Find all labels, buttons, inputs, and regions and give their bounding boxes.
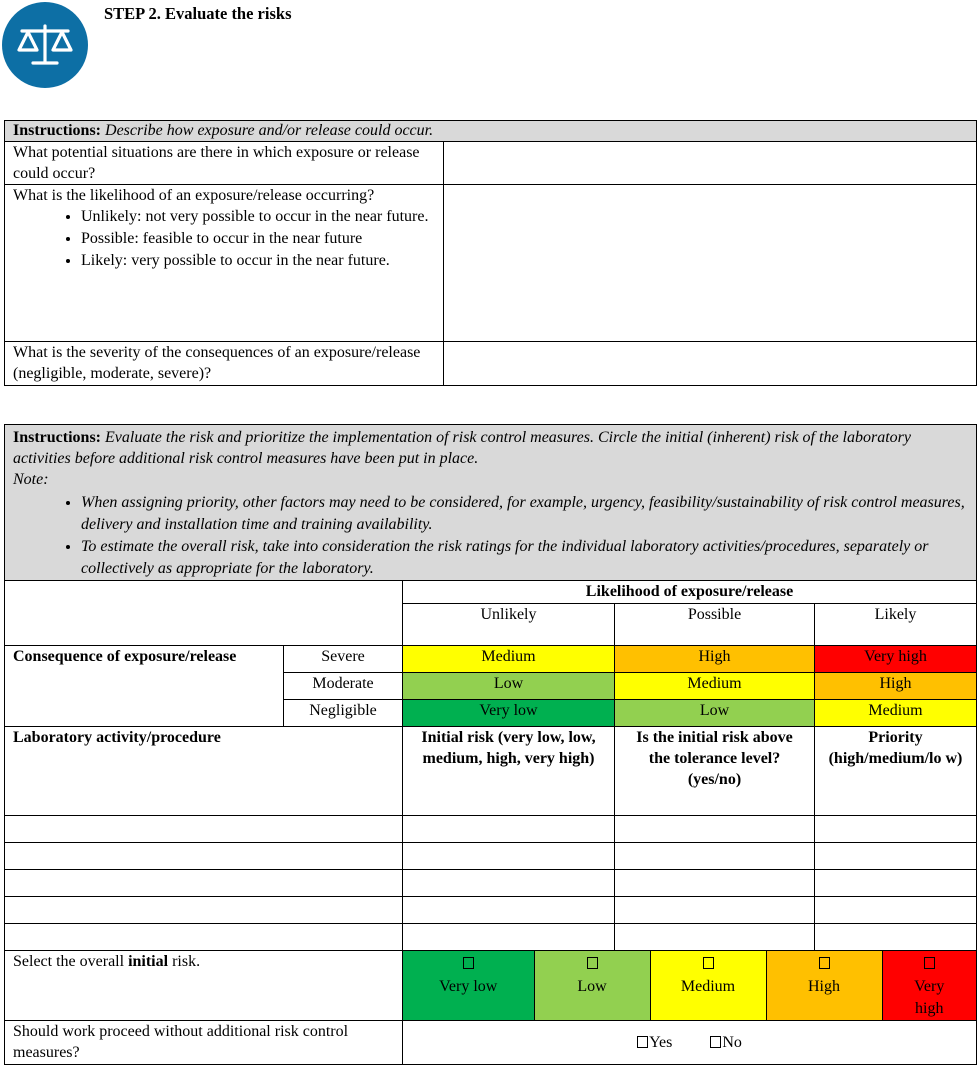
checkbox-icon[interactable] xyxy=(463,957,474,969)
overall-option-high[interactable]: High xyxy=(766,951,882,1020)
likelihood-bullet: • Unlikely: not very possible to occur in the near future. xyxy=(81,206,435,228)
checkbox-icon[interactable] xyxy=(710,1036,721,1048)
risk-instructions: Instructions: Evaluate the risk and prioritize the implementation of risk control measures. Circle the initial (inherent) risk of the laboratory activities before additional risk control measures have been put in place. Note: • When assigning priority, other factors may need to be considered, for example, urgency, feasibility/sustainability of risk control measures, delivery and installation time and training availability. • To estimate the overall risk, take into consideration the risk ratings for the individual laboratory activities/procedures, separately or collectively as appropriate for the laboratory. xyxy=(5,425,977,581)
checkbox-icon[interactable] xyxy=(587,957,598,969)
likelihood-header: Likelihood of exposure/release xyxy=(403,581,977,604)
priority-cell[interactable] xyxy=(815,924,977,951)
likelihood-bullet: • Possible: feasible to occur in the near future xyxy=(81,228,435,250)
tolerance-cell[interactable] xyxy=(615,816,815,843)
likelihood-possible: Possible xyxy=(615,604,815,646)
priority-cell[interactable] xyxy=(815,816,977,843)
matrix-cell: High xyxy=(615,646,815,673)
priority-cell[interactable] xyxy=(815,897,977,924)
tolerance-cell[interactable] xyxy=(615,924,815,951)
tolerance-cell[interactable] xyxy=(615,897,815,924)
overall-risk-options xyxy=(403,951,977,1021)
note-item: To estimate the overall risk, take into consideration the risk ratings for the individual laboratory activities/procedures, separately or collectively as appropriate for the laboratory. xyxy=(81,538,929,577)
exposure-table xyxy=(4,120,977,386)
matrix-cell: Medium xyxy=(403,646,615,673)
priority-cell[interactable] xyxy=(815,870,977,897)
priority-cell[interactable] xyxy=(815,843,977,870)
severity-moderate: Moderate xyxy=(284,673,403,700)
initial-risk-cell[interactable] xyxy=(403,924,615,951)
matrix-cell: Low xyxy=(403,673,615,700)
tolerance-cell[interactable] xyxy=(615,870,815,897)
overall-option-low[interactable]: Low xyxy=(534,951,650,1020)
initial-risk-header: Initial risk (very low, low, medium, high, very high) xyxy=(403,727,615,816)
checkbox-icon[interactable] xyxy=(703,957,714,969)
matrix-corner xyxy=(5,581,403,646)
tolerance-header: Is the initial risk above the tolerance level? (yes/no) xyxy=(615,727,815,816)
answer-situations[interactable] xyxy=(444,142,977,185)
checkbox-icon[interactable] xyxy=(819,957,830,969)
matrix-cell: Very high xyxy=(815,646,977,673)
overall-option-medium[interactable]: Medium xyxy=(650,951,766,1020)
matrix-cell: Low xyxy=(615,700,815,727)
activity-header: Laboratory activity/procedure xyxy=(5,727,403,816)
likelihood-bullet: • Likely: very possible to occur in the near future. xyxy=(81,250,435,272)
step-title: STEP 2. Evaluate the risks xyxy=(104,4,292,23)
initial-risk-cell[interactable] xyxy=(403,870,615,897)
question-severity: What is the severity of the consequences of an exposure/release (negligible, moderate, severe)? xyxy=(5,342,444,386)
activity-cell[interactable] xyxy=(5,897,403,924)
answer-severity[interactable] xyxy=(444,342,977,386)
proceed-question: Should work proceed without additional risk control measures? xyxy=(5,1021,403,1065)
initial-risk-cell[interactable] xyxy=(403,897,615,924)
consequence-label: Consequence of exposure/release xyxy=(5,646,284,727)
note-item: When assigning priority, other factors may need to be considered, for example, urgency, feasibility/sustainability of risk control measures, delivery and installation time and training availability. xyxy=(81,494,965,533)
scales-of-justice-icon xyxy=(2,2,88,88)
exposure-instructions: Instructions: Describe how exposure and/or release could occur. xyxy=(5,121,977,142)
checkbox-icon[interactable] xyxy=(637,1036,648,1048)
likelihood-unlikely: Unlikely xyxy=(403,604,615,646)
question-situations: What potential situations are there in which exposure or release could occur? xyxy=(5,142,444,185)
no-option[interactable]: No xyxy=(710,1034,742,1051)
overall-risk-label: Select the overall initial risk. xyxy=(5,951,403,1021)
activity-cell[interactable] xyxy=(5,816,403,843)
activity-cell[interactable] xyxy=(5,843,403,870)
matrix-cell: Medium xyxy=(815,700,977,727)
likelihood-likely: Likely xyxy=(815,604,977,646)
severity-severe: Severe xyxy=(284,646,403,673)
matrix-cell: Medium xyxy=(615,673,815,700)
overall-option-very-low[interactable]: Very low xyxy=(403,951,534,1020)
matrix-cell: Very low xyxy=(403,700,615,727)
initial-risk-cell[interactable] xyxy=(403,816,615,843)
risk-table xyxy=(4,424,977,1065)
proceed-options xyxy=(403,1021,977,1065)
initial-risk-cell[interactable] xyxy=(403,843,615,870)
answer-likelihood[interactable] xyxy=(444,185,977,342)
logo xyxy=(2,2,88,88)
priority-header: Priority (high/medium/lo w) xyxy=(815,727,977,816)
tolerance-cell[interactable] xyxy=(615,843,815,870)
overall-option-very-high[interactable]: Very high xyxy=(882,951,976,1020)
yes-option[interactable]: Yes xyxy=(637,1034,672,1051)
severity-negligible: Negligible xyxy=(284,700,403,727)
question-likelihood: What is the likelihood of an exposure/release occurring? • Unlikely: not very possible to occur in the near future. • Possible: feasible to occur in the near future • Likely: very possible to occur in the near future. xyxy=(5,185,444,342)
checkbox-icon[interactable] xyxy=(924,957,935,969)
matrix-cell: High xyxy=(815,673,977,700)
activity-cell[interactable] xyxy=(5,924,403,951)
activity-cell[interactable] xyxy=(5,870,403,897)
